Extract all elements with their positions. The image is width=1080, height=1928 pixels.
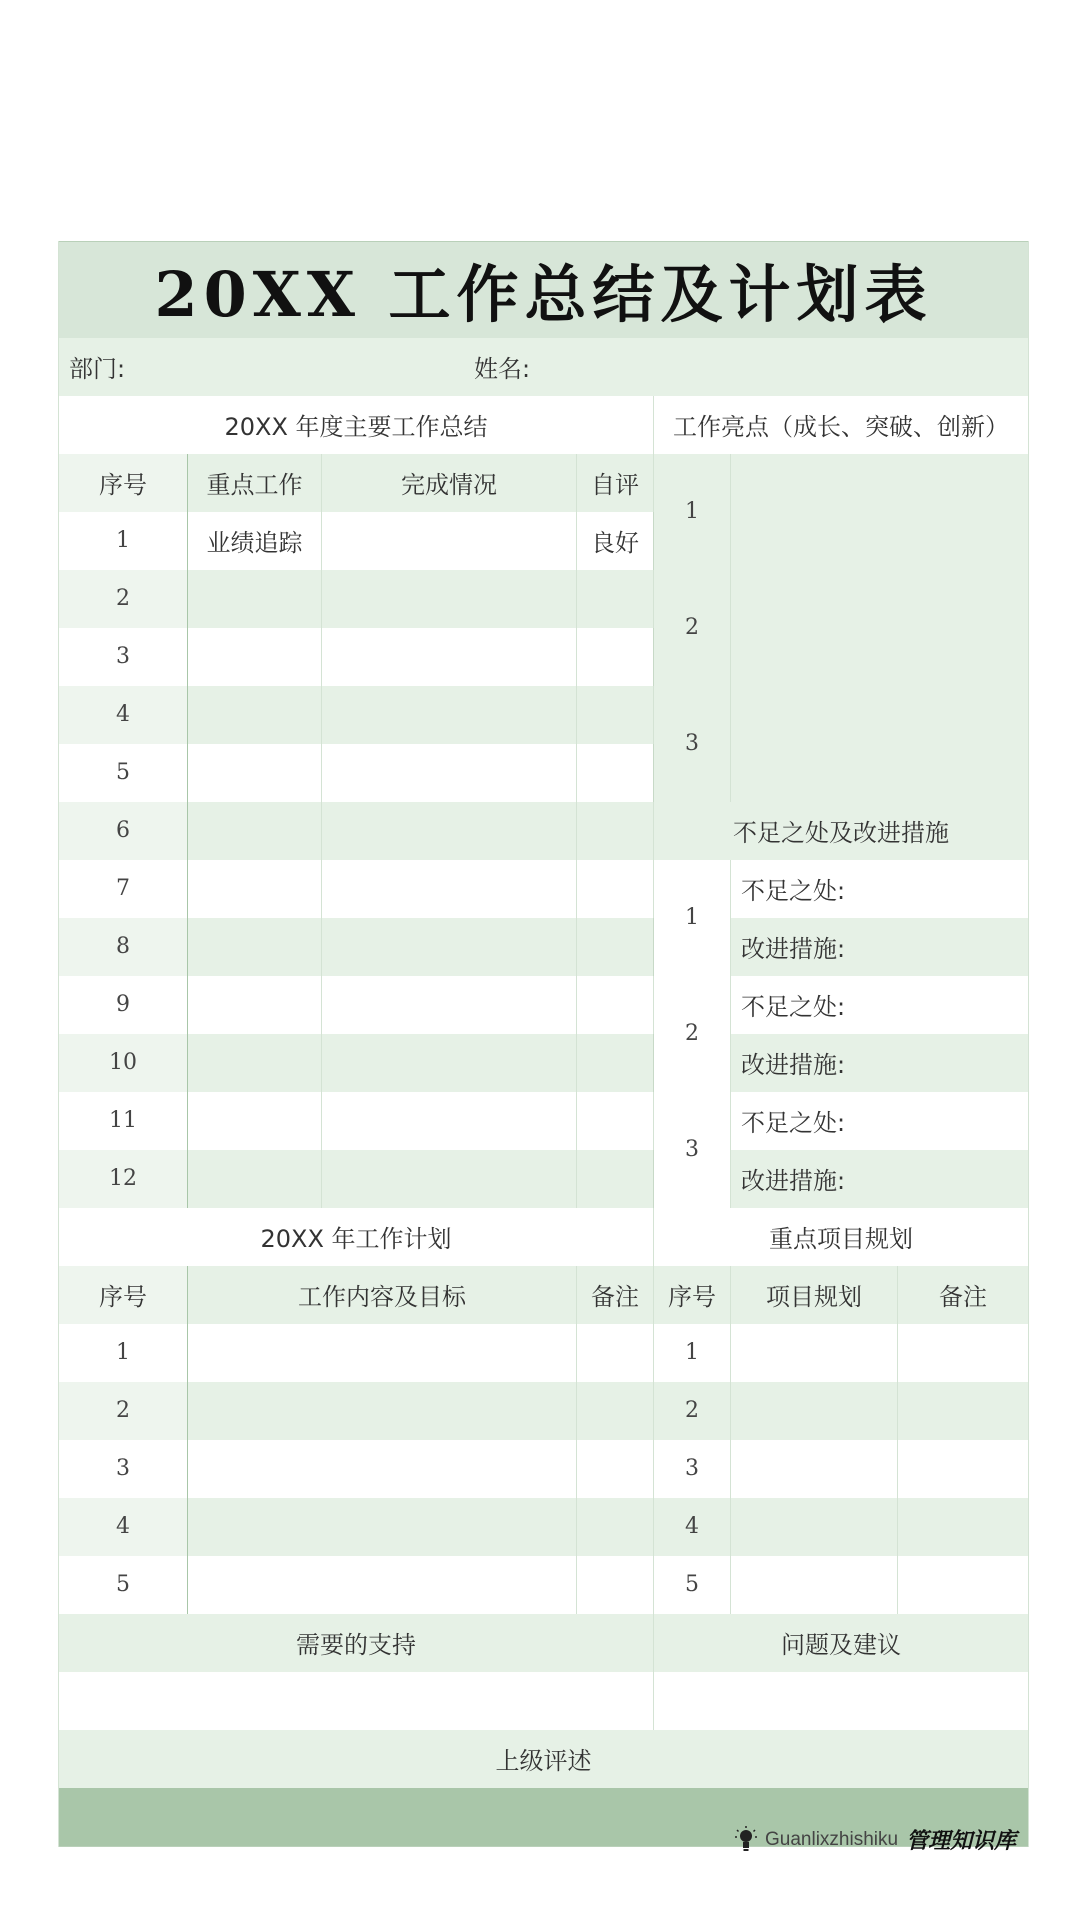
project-remarks[interactable] <box>898 1382 1029 1440</box>
col-header-status: 完成情况 <box>322 454 577 512</box>
summary-rating[interactable] <box>577 744 654 802</box>
summary-rating[interactable] <box>577 976 654 1034</box>
shortcoming-no: 1 <box>654 860 731 976</box>
project-col-remarks: 备注 <box>898 1266 1029 1324</box>
project-row-no: 4 <box>654 1498 731 1556</box>
issues-section-title: 问题及建议 <box>654 1614 1029 1672</box>
summary-key-work[interactable] <box>188 570 322 628</box>
plan-remarks[interactable] <box>577 1440 654 1498</box>
summary-section-title: 20XX 年度主要工作总结 <box>59 396 654 454</box>
highlight-content[interactable] <box>731 686 1029 802</box>
brand-watermark <box>735 1824 1016 1855</box>
summary-rating[interactable] <box>577 570 654 628</box>
summary-row-no: 4 <box>59 686 188 744</box>
summary-status[interactable] <box>322 512 577 570</box>
summary-rating[interactable] <box>577 1034 654 1092</box>
plan-col-content: 工作内容及目标 <box>188 1266 577 1324</box>
summary-key-work[interactable] <box>188 860 322 918</box>
summary-row-no: 5 <box>59 744 188 802</box>
lightbulb-icon <box>735 1826 757 1854</box>
summary-rating[interactable] <box>577 802 654 860</box>
plan-content[interactable] <box>188 1440 577 1498</box>
shortcoming-no: 2 <box>654 976 731 1092</box>
project-plan[interactable] <box>731 1382 898 1440</box>
department-label: 部门: <box>69 355 126 383</box>
highlight-content[interactable] <box>731 570 1029 686</box>
summary-rating[interactable] <box>577 1092 654 1150</box>
summary-row-no: 2 <box>59 570 188 628</box>
summary-status[interactable] <box>322 1150 577 1208</box>
summary-rating[interactable] <box>577 628 654 686</box>
plan-section-title: 20XX 年工作计划 <box>59 1208 654 1266</box>
summary-key-work[interactable] <box>188 628 322 686</box>
shortcoming-field[interactable]: 不足之处: <box>731 1092 1029 1150</box>
summary-status[interactable] <box>322 1092 577 1150</box>
summary-status[interactable] <box>322 860 577 918</box>
summary-key-work[interactable] <box>188 802 322 860</box>
highlight-no: 3 <box>654 686 731 802</box>
summary-key-work[interactable]: 业绩追踪 <box>188 512 322 570</box>
project-plan[interactable] <box>731 1440 898 1498</box>
summary-row-no: 8 <box>59 918 188 976</box>
summary-status[interactable] <box>322 686 577 744</box>
summary-row-no: 9 <box>59 976 188 1034</box>
project-remarks[interactable] <box>898 1324 1029 1382</box>
plan-content[interactable] <box>188 1556 577 1614</box>
project-plan[interactable] <box>731 1556 898 1614</box>
summary-key-work[interactable] <box>188 686 322 744</box>
work-summary-table <box>58 241 1029 1847</box>
col-header-rating: 自评 <box>577 454 654 512</box>
review-section-title: 上级评述 <box>59 1730 1029 1788</box>
improvement-field[interactable]: 改进措施: <box>731 918 1029 976</box>
project-row-no: 2 <box>654 1382 731 1440</box>
summary-key-work[interactable] <box>188 976 322 1034</box>
shortcomings-section-title: 不足之处及改进措施 <box>654 802 1029 860</box>
plan-remarks[interactable] <box>577 1498 654 1556</box>
summary-rating[interactable] <box>577 918 654 976</box>
project-col-no: 序号 <box>654 1266 731 1324</box>
project-row-no: 5 <box>654 1556 731 1614</box>
plan-remarks[interactable] <box>577 1382 654 1440</box>
name-label: 姓名: <box>474 355 531 383</box>
plan-row-no: 3 <box>59 1440 188 1498</box>
shortcoming-no: 3 <box>654 1092 731 1208</box>
highlight-no: 1 <box>654 454 731 570</box>
project-plan[interactable] <box>731 1498 898 1556</box>
summary-key-work[interactable] <box>188 1034 322 1092</box>
project-remarks[interactable] <box>898 1498 1029 1556</box>
summary-status[interactable] <box>322 570 577 628</box>
col-header-no: 序号 <box>59 454 188 512</box>
project-remarks[interactable] <box>898 1440 1029 1498</box>
project-row-no: 3 <box>654 1440 731 1498</box>
support-section-title: 需要的支持 <box>59 1614 654 1672</box>
summary-row-no: 12 <box>59 1150 188 1208</box>
highlight-content[interactable] <box>731 454 1029 570</box>
summary-key-work[interactable] <box>188 1150 322 1208</box>
summary-status[interactable] <box>322 628 577 686</box>
page-title: 20XX 工作总结及计划表 <box>59 242 1029 338</box>
summary-key-work[interactable] <box>188 918 322 976</box>
shortcoming-field[interactable]: 不足之处: <box>731 976 1029 1034</box>
summary-rating[interactable] <box>577 860 654 918</box>
summary-status[interactable] <box>322 802 577 860</box>
plan-col-remarks: 备注 <box>577 1266 654 1324</box>
plan-content[interactable] <box>188 1324 577 1382</box>
summary-row-no: 3 <box>59 628 188 686</box>
highlights-section-title: 工作亮点（成长、突破、创新） <box>654 396 1029 454</box>
project-row-no: 1 <box>654 1324 731 1382</box>
summary-status[interactable] <box>322 976 577 1034</box>
plan-row-no: 1 <box>59 1324 188 1382</box>
summary-row-no: 11 <box>59 1092 188 1150</box>
header-row <box>59 338 1029 396</box>
summary-row-no: 7 <box>59 860 188 918</box>
summary-rating[interactable] <box>577 1150 654 1208</box>
summary-key-work[interactable] <box>188 1092 322 1150</box>
plan-row-no: 2 <box>59 1382 188 1440</box>
improvement-field[interactable]: 改进措施: <box>731 1150 1029 1208</box>
plan-col-no: 序号 <box>59 1266 188 1324</box>
summary-status[interactable] <box>322 918 577 976</box>
plan-remarks[interactable] <box>577 1324 654 1382</box>
plan-row-no: 5 <box>59 1556 188 1614</box>
summary-rating[interactable]: 良好 <box>577 512 654 570</box>
project-remarks[interactable] <box>898 1556 1029 1614</box>
brand-name-cn: 管理知识库 <box>906 1828 1017 1854</box>
shortcoming-field[interactable]: 不足之处: <box>731 860 1029 918</box>
improvement-field[interactable]: 改进措施: <box>731 1034 1029 1092</box>
highlight-no: 2 <box>654 570 731 686</box>
summary-row-no: 6 <box>59 802 188 860</box>
summary-rating[interactable] <box>577 686 654 744</box>
col-header-key-work: 重点工作 <box>188 454 322 512</box>
projects-section-title: 重点项目规划 <box>654 1208 1029 1266</box>
project-plan[interactable] <box>731 1324 898 1382</box>
plan-row-no: 4 <box>59 1498 188 1556</box>
project-col-plan: 项目规划 <box>731 1266 898 1324</box>
support-content[interactable] <box>59 1672 654 1730</box>
plan-content[interactable] <box>188 1382 577 1440</box>
summary-row-no: 1 <box>59 512 188 570</box>
brand-name-en: Guanlixzhishiku <box>765 1828 899 1850</box>
plan-remarks[interactable] <box>577 1556 654 1614</box>
summary-status[interactable] <box>322 1034 577 1092</box>
summary-row-no: 10 <box>59 1034 188 1092</box>
summary-status[interactable] <box>322 744 577 802</box>
summary-key-work[interactable] <box>188 744 322 802</box>
issues-content[interactable] <box>654 1672 1029 1730</box>
plan-content[interactable] <box>188 1498 577 1556</box>
